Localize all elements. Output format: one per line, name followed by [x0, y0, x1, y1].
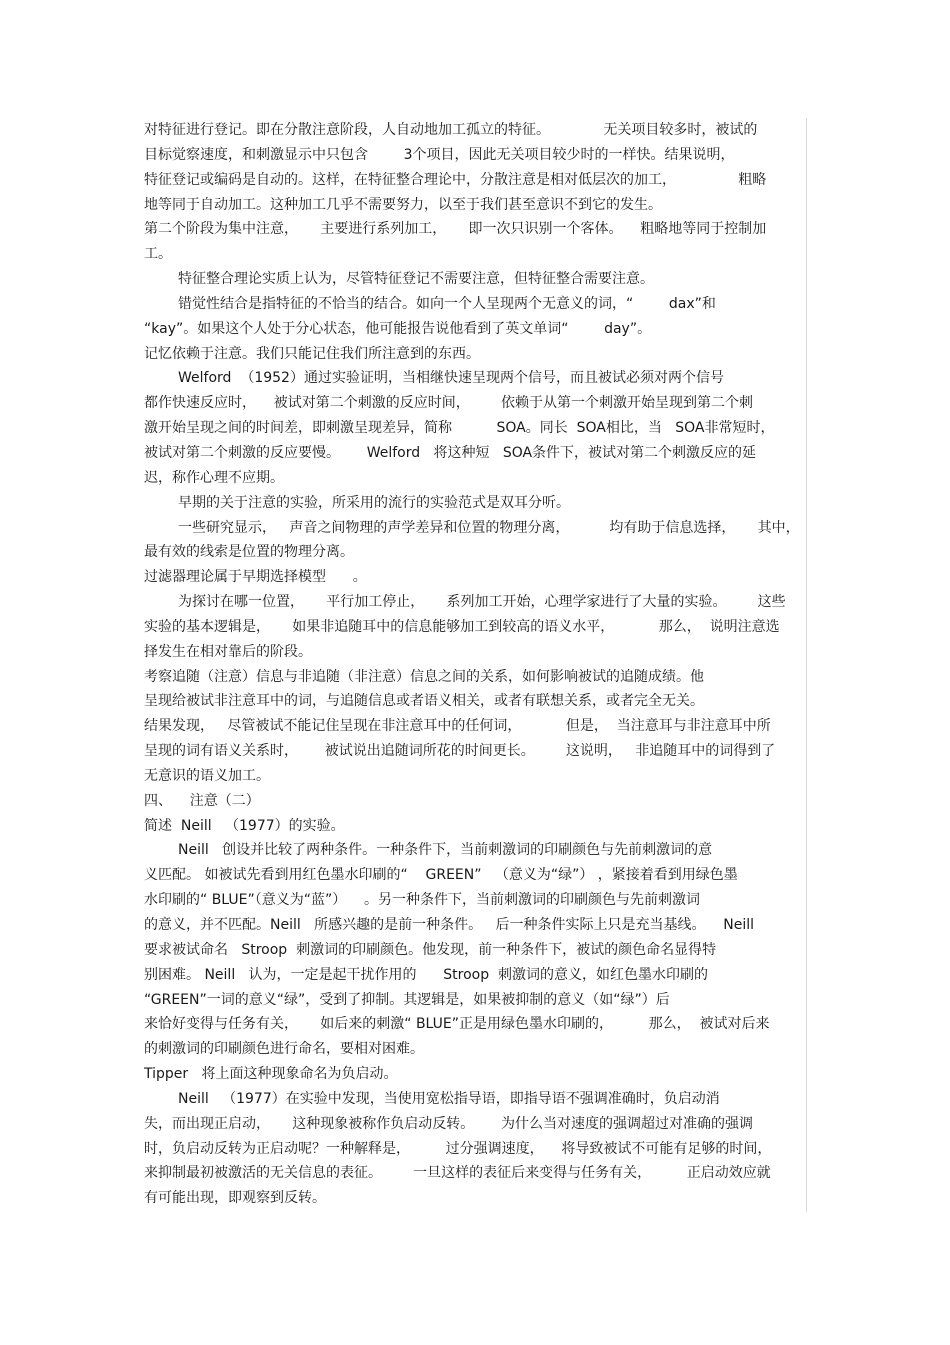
text-line: 一些研究显示， 声音之间物理的声学差异和位置的物理分离， 均有助于信息选择， 其中，	[178, 519, 800, 536]
text-line: 的意义，并不匹配。Neill 所感兴趣的是前一种条件。 后一种条件实际上只是充当基线。 Neill	[144, 917, 755, 933]
text-line: 工。	[144, 246, 172, 263]
text-line: 迟，称作心理不应期。	[144, 469, 284, 486]
text-line: 第二个阶段为集中注意， 主要进行系列加工， 即一次只识别一个客体。 粗略地等同于控制加	[144, 221, 767, 238]
text-line: 实验的基本逻辑是， 如果非追随耳中的信息能够加工到较高的语义水平， 那么， 说明注意选	[144, 618, 780, 635]
text-line: 结果发现， 尽管被试不能记住呈现在非注意耳中的任何词， 但是， 当注意耳与非注意耳中所	[144, 718, 771, 735]
text-line: 错觉性结合是指特征的不恰当的结合。如向一个人呈现两个无意义的词，“ dax”和	[178, 295, 716, 312]
right-margin-rule	[806, 118, 807, 1212]
text-line: 呈现的词有语义关系时， 被试说出追随词所花的时间更长。 这说明， 非追随耳中的词得到了	[144, 743, 776, 760]
text-line: 时，负启动反转为正启动呢？一种解释是， 过分强调速度， 将导致被试不可能有足够的时间，	[144, 1140, 772, 1157]
text-line: 要求被试命名 Stroop 刺激词的印刷颜色。他发现，前一种条件下，被试的颜色命名显得特	[144, 941, 717, 958]
text-line: 早期的关于注意的实验，所采用的流行的实验范式是双耳分听。	[178, 494, 570, 511]
text-line: “GREEN”一词的意义“绿”，受到了抑制。其逻辑是，如果被抑制的意义（如“绿”）后	[144, 991, 670, 1008]
text-line: 呈现给被试非注意耳中的词，与追随信息或者语义相关，或者有联想关系，或者完全无关。	[144, 693, 704, 710]
text-line: 对特征进行登记。即在分散注意阶段，人自动地加工孤立的特征。 无关项目较多时，被试的	[144, 122, 758, 138]
text-line: 最有效的线索是位置的物理分离。	[144, 544, 354, 561]
text-line: Neill 创设并比较了两种条件。一种条件下，当前刺激词的印刷颜色与先前刺激词的意	[178, 842, 713, 859]
text-line: “kay”。如果这个人处于分心状态，他可能报告说他看到了英文单词“ day”。	[144, 320, 652, 337]
text-line: 来恰好变得与任务有关， 如后来的刺激“ BLUE”正是用绿色墨水印刷的， 那么， 被试对后来	[144, 1016, 770, 1033]
text-line: Welford （1952）通过实验证明，当相继快速呈现两个信号，而且被试必须对两个信号	[178, 370, 724, 387]
text-line: 择发生在相对靠后的阶段。	[144, 643, 312, 660]
text-line: 的刺激词的印刷颜色进行命名，要相对困难。	[144, 1041, 424, 1058]
text-line: Tipper 将上面这种现象命名为负启动。	[144, 1066, 398, 1083]
text-line: 考察追随（注意）信息与非追随（非注意）信息之间的关系，如何影响被试的追随成绩。他	[144, 668, 704, 685]
text-line: 失，而出现正启动， 这种现象被称作负启动反转。 为什么当对速度的强调超过对准确的强调	[144, 1115, 753, 1132]
text-line: 义匹配。 如被试先看到用红色墨水印刷的“ GREEN” （意义为“绿”） ，紧接着看到用绿色墨	[144, 867, 738, 884]
text-line: 四、 注意（二）	[144, 792, 260, 809]
text-line: 特征登记或编码是自动的。这样，在特征整合理论中，分散注意是相对低层次的加工， 粗略	[144, 171, 767, 188]
text-line: Neill （1977）在实验中发现，当使用宽松指导语，即指导语不强调准确时，负启动消	[178, 1090, 720, 1107]
text-line: 别困难。 Neill 认为，一定是起干扰作用的 Stroop 刺激词的意义，如红色墨水印刷的	[144, 966, 708, 983]
text-line: 简述 Neill （1977）的实验。	[144, 817, 345, 834]
text-line: 为探讨在哪一位置， 平行加工停止， 系列加工开始，心理学家进行了大量的实验。 这些	[178, 594, 786, 611]
text-line: 水印刷的“ BLUE”（意义为“蓝”） 。另一种条件下，当前刺激词的印刷颜色与先前刺激词	[144, 892, 701, 909]
text-line: 记忆依赖于注意。我们只能记住我们所注意到的东西。	[144, 345, 480, 362]
text-line: 有可能出现，即观察到反转。	[144, 1190, 326, 1207]
body-text	[144, 118, 806, 1211]
text-line: 地等同于自动加工。这种加工几乎不需要努力，以至于我们甚至意识不到它的发生。	[144, 196, 662, 213]
text-line: 来抑制最初被激活的无关信息的表征。 一旦这样的表征后来变得与任务有关， 正启动效应就	[144, 1165, 771, 1182]
text-line: 都作快速反应时， 被试对第二个刺激的反应时间， 依赖于从第一个刺激开始呈现到第二个刺	[144, 395, 753, 412]
text-line: 目标觉察速度，和刺激显示中只包含 3个项目，因此无关项目较少时的一样快。结果说明，	[144, 146, 735, 163]
text-line: 特征整合理论实质上认为，尽管特征登记不需要注意，但特征整合需要注意。	[178, 271, 654, 288]
text-line: 激开始呈现之间的时间差，即刺激呈现差异，简称 SOA。同长 SOA相比，当 SOA非常短时，	[144, 420, 775, 437]
text-line: 无意识的语义加工。	[144, 767, 270, 784]
text-line: 被试对第二个刺激的反应要慢。 Welford 将这种短 SOA条件下，被试对第二个刺激反应的延	[144, 444, 757, 461]
text-line: 过滤器理论属于早期选择模型 。	[144, 569, 367, 586]
